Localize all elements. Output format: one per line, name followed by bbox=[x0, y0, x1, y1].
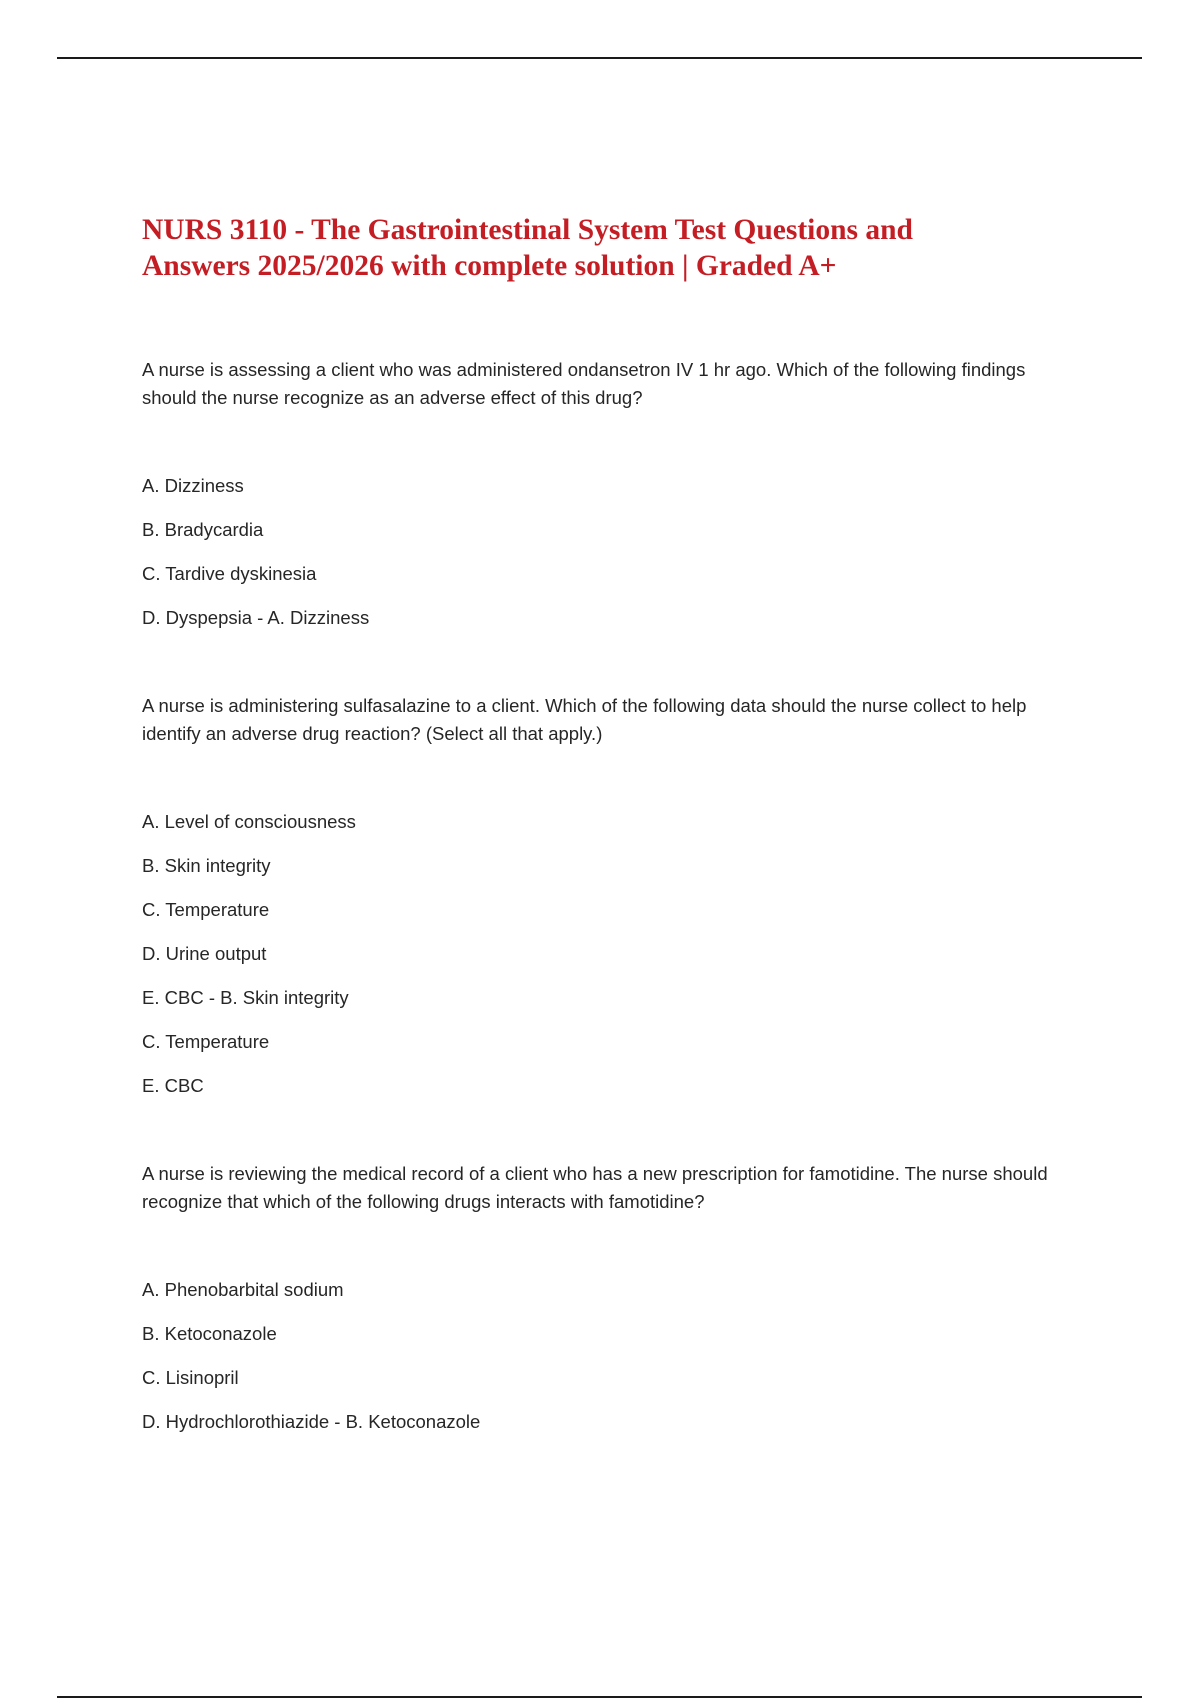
document-content bbox=[142, 212, 1102, 1436]
question-text: A nurse is administering sulfasalazine to a client. Which of the following data should the nurse collect to help identify an adverse drug reaction? (Select all that apply.) bbox=[142, 695, 1027, 744]
document-title: NURS 3110 - The Gastrointestinal System Test Questions and Answers 2025/2026 with complete solution | Graded A+ bbox=[142, 214, 913, 282]
option-item: D. Dyspepsia - A. Dizziness bbox=[142, 607, 370, 628]
header-rule bbox=[57, 57, 1142, 59]
option-item: D. Urine output bbox=[142, 943, 267, 964]
footer-rule bbox=[57, 1696, 1142, 1698]
option-item: B. Skin integrity bbox=[142, 855, 271, 876]
option-item: A. Level of consciousness bbox=[142, 811, 356, 832]
option-item: C. Temperature bbox=[142, 899, 270, 920]
question-2 bbox=[142, 692, 1102, 1100]
option-item: E. CBC bbox=[142, 1075, 204, 1096]
question-3 bbox=[142, 1160, 1102, 1436]
option-item: A. Dizziness bbox=[142, 475, 244, 496]
option-item: C. Lisinopril bbox=[142, 1367, 239, 1388]
question-1 bbox=[142, 356, 1102, 632]
option-list bbox=[142, 472, 1102, 632]
option-list bbox=[142, 808, 1102, 1100]
option-item: C. Temperature bbox=[142, 1031, 270, 1052]
option-item: B. Bradycardia bbox=[142, 519, 264, 540]
option-list bbox=[142, 1276, 1102, 1436]
question-text: A nurse is reviewing the medical record of a client who has a new prescription for famotidine. The nurse should recognize that which of the following drugs interacts with famotidine? bbox=[142, 1163, 1048, 1212]
option-item: A. Phenobarbital sodium bbox=[142, 1279, 344, 1300]
option-item: D. Hydrochlorothiazide - B. Ketoconazole bbox=[142, 1411, 481, 1432]
option-item: C. Tardive dyskinesia bbox=[142, 563, 317, 584]
option-item: B. Ketoconazole bbox=[142, 1323, 277, 1344]
question-text: A nurse is assessing a client who was administered ondansetron IV 1 hr ago. Which of the following findings should the nurse recognize as an adverse effect of this drug? bbox=[142, 359, 1026, 408]
option-item: E. CBC - B. Skin integrity bbox=[142, 987, 349, 1008]
